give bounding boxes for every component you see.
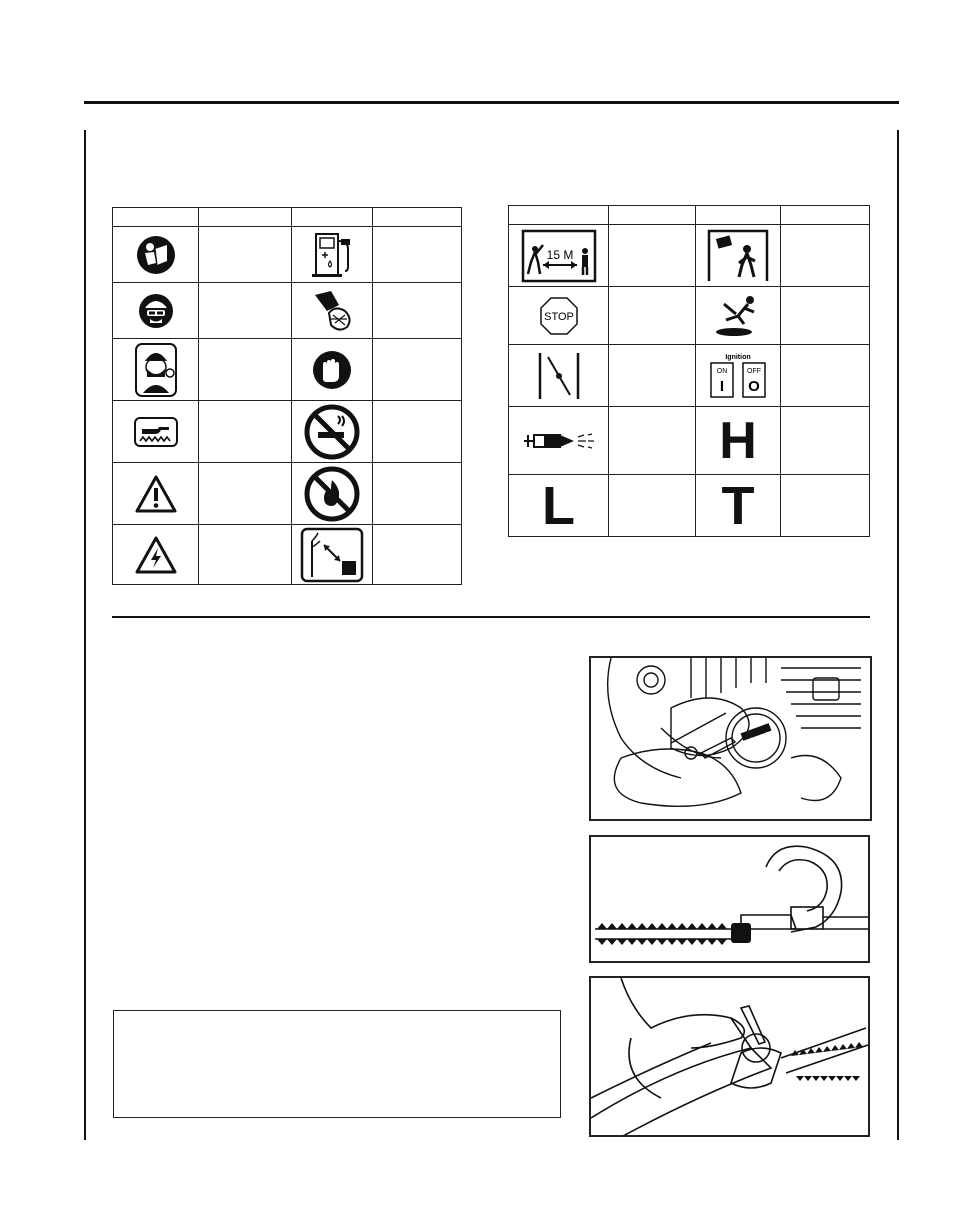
right-symbol-table — [508, 205, 870, 537]
table-row — [509, 475, 870, 537]
read-manual-icon — [113, 227, 199, 283]
right-header-desc-a — [609, 206, 696, 225]
left-symbol-table — [112, 207, 462, 585]
warning-exclamation-icon — [113, 463, 199, 525]
no-open-flame-icon — [292, 463, 373, 525]
table-cell-text — [373, 283, 462, 339]
table-cell-text — [199, 401, 292, 463]
off-label: OFF — [747, 367, 761, 375]
table-row — [113, 283, 462, 339]
no-smoking-icon — [292, 401, 373, 463]
table-row — [509, 345, 870, 407]
table-cell-text — [609, 475, 696, 537]
electrocution-warning-icon — [113, 525, 199, 585]
table-cell-text — [373, 525, 462, 585]
table-cell-text — [781, 345, 870, 407]
header-rule — [84, 101, 899, 104]
stop-sign-icon — [509, 287, 609, 345]
table-cell-text — [199, 227, 292, 283]
left-table-header-row — [113, 208, 462, 227]
left-header-symbol-b — [292, 208, 373, 227]
ignition-label: Ignition — [725, 353, 751, 361]
letter-l-icon — [509, 475, 609, 537]
right-header-desc-b — [781, 206, 870, 225]
table-cell-text — [609, 407, 696, 475]
note-box — [113, 1010, 561, 1118]
table-cell-text — [373, 227, 462, 283]
table-cell-text — [781, 287, 870, 345]
table-cell-text — [781, 225, 870, 287]
right-table-header-row — [509, 206, 870, 225]
hand-cut-hazard-icon — [292, 283, 373, 339]
respirator-mask-icon — [113, 339, 199, 401]
table-row — [113, 463, 462, 525]
left-header-desc-b — [373, 208, 462, 227]
on-mark: I — [719, 377, 725, 395]
table-row — [113, 339, 462, 401]
letter-t-icon — [696, 475, 781, 537]
letter-h: H — [719, 411, 757, 470]
table-cell-text — [781, 407, 870, 475]
table-cell-text — [781, 475, 870, 537]
table-cell-text — [609, 345, 696, 407]
off-mark: O — [748, 377, 760, 395]
keep-distance-power-line-icon — [292, 525, 373, 585]
slip-fall-hazard-icon — [696, 287, 781, 345]
distance-label: 15 M — [546, 247, 573, 262]
carburetor-adjustment-figure — [589, 656, 872, 821]
ignition-switch-icon — [696, 345, 781, 407]
table-cell-text — [373, 463, 462, 525]
table-cell-text — [609, 225, 696, 287]
right-margin-rule — [897, 130, 899, 1140]
left-header-symbol-a — [113, 208, 199, 227]
wear-gloves-icon — [292, 339, 373, 401]
right-header-symbol-a — [509, 206, 609, 225]
table-cell-text — [199, 339, 292, 401]
section-divider — [112, 616, 870, 618]
table-cell-text — [199, 463, 292, 525]
on-label: ON — [716, 367, 728, 375]
note-text — [114, 1011, 560, 1031]
letter-h-icon — [696, 407, 781, 475]
table-cell-text — [199, 283, 292, 339]
table-row — [509, 225, 870, 287]
table-row — [113, 227, 462, 283]
choke-lever-icon — [509, 345, 609, 407]
table-row — [509, 287, 870, 345]
table-cell-text — [199, 525, 292, 585]
thrown-objects-icon — [696, 225, 781, 287]
primer-bulb-spray-icon — [509, 407, 609, 475]
stop-label: STOP — [543, 310, 574, 323]
table-row — [509, 407, 870, 475]
hedge-trimmer-blade-figure — [589, 835, 870, 963]
letter-l: L — [542, 475, 575, 536]
keep-bystanders-15m-icon — [509, 225, 609, 287]
left-margin-rule — [84, 130, 86, 1140]
left-header-desc-a — [199, 208, 292, 227]
fuel-pump-icon — [292, 227, 373, 283]
table-cell-text — [609, 287, 696, 345]
hot-surface-hand-icon — [113, 401, 199, 463]
table-cell-text — [373, 401, 462, 463]
table-cell-text — [373, 339, 462, 401]
right-header-symbol-b — [696, 206, 781, 225]
letter-t: T — [721, 475, 755, 536]
gearcase-grease-figure — [589, 976, 870, 1137]
echo-brand-label: ECHO — [739, 729, 774, 753]
table-row — [113, 401, 462, 463]
table-row — [113, 525, 462, 585]
eye-ear-head-protection-icon — [113, 283, 199, 339]
